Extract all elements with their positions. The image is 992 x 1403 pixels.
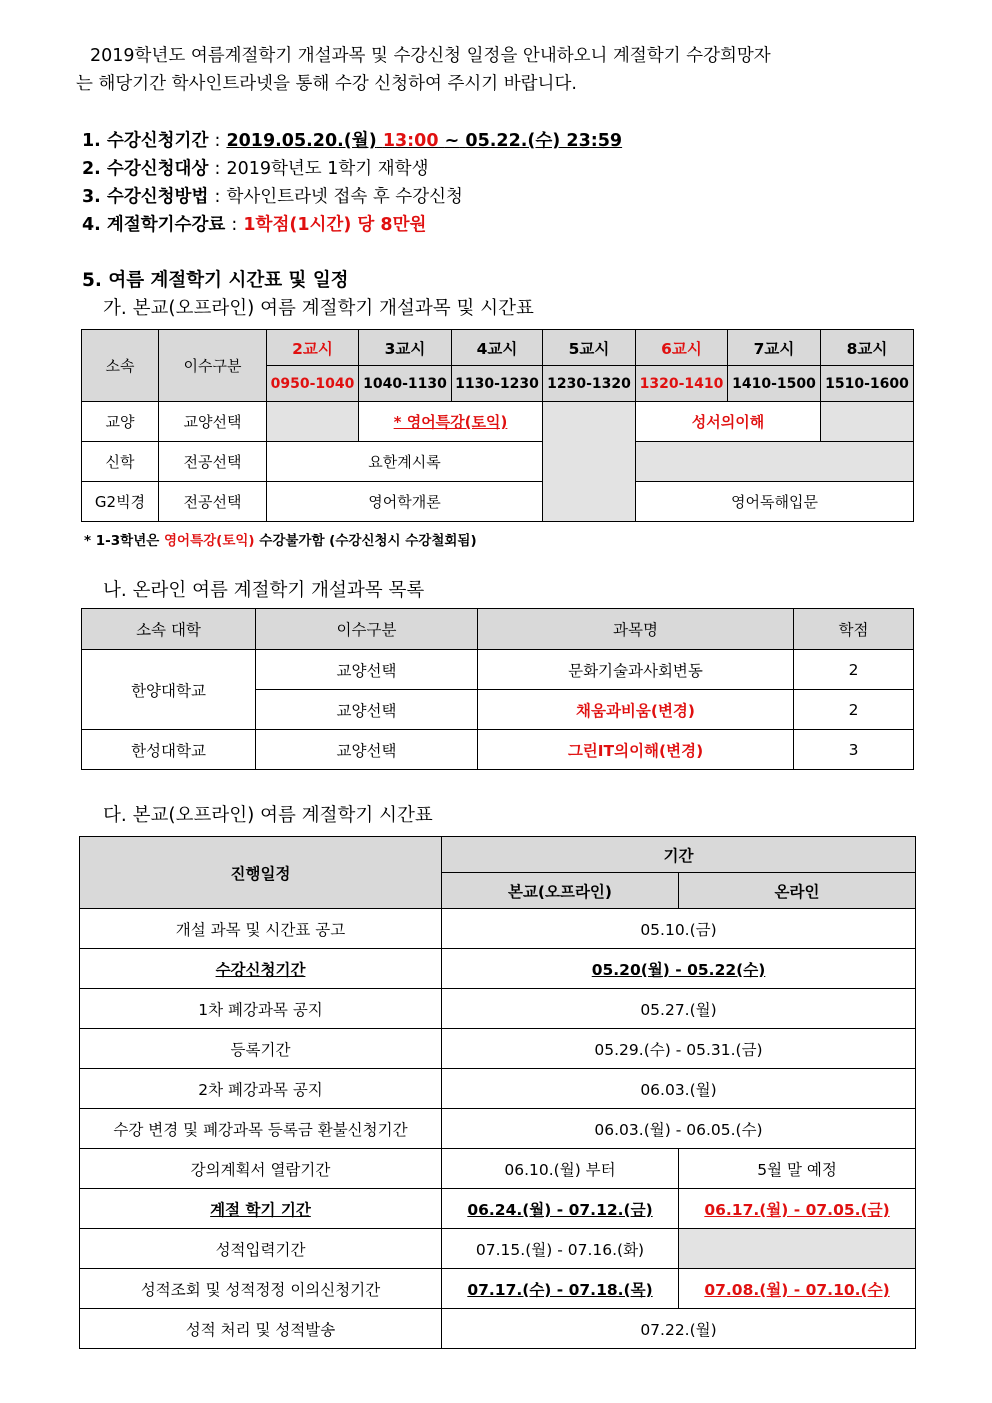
schedule-value: 06.03.(월) - 06.05.(수) [442, 1109, 916, 1149]
table-cell-type: 교양선택 [256, 650, 478, 690]
schedule-value-offline: 07.17.(수) - 07.18.(목) [442, 1269, 679, 1309]
univ-hanyang: 한양대학교 [82, 650, 256, 730]
course-english-reading: 영어독해입문 [636, 482, 914, 522]
period-range: 2019.05.20.(월) 13:00 ~ 05.22.(수) 23:59 [226, 131, 623, 151]
section-b-title: 나. 온라인 여름 계절학기 개설과목 목록 [103, 580, 425, 601]
period-time: 1320-1410 [636, 366, 728, 402]
period-label: 6교시 [636, 330, 728, 366]
online-course-table [81, 608, 914, 770]
table-cell-course: 문화기술과사회변동 [478, 650, 794, 690]
schedule-value: 05.20(월) - 05.22(수) [442, 949, 916, 989]
row-dept: 교양 [82, 402, 159, 442]
row-type: 전공선택 [159, 482, 267, 522]
period-time: 1130-1230 [452, 366, 543, 402]
header-offline: 본교(오프라인) [442, 873, 679, 909]
period-time: 1510-1600 [821, 366, 914, 402]
schedule-value-offline: 06.10.(월) 부터 [442, 1149, 679, 1189]
period-time: 1230-1320 [543, 366, 636, 402]
lunch-break-slot [543, 402, 636, 522]
header-course: 과목명 [478, 609, 794, 650]
schedule-label: 계절 학기 기간 [80, 1189, 442, 1229]
schedule-label: 수강신청기간 [80, 949, 442, 989]
header-type: 이수구분 [256, 609, 478, 650]
timetable-note: * 1-3학년은 영어특강(토익) 수강불가함 (수강신청시 수강철회됨) [84, 533, 477, 549]
course-english-toeic: * 영어특강(토익) [359, 402, 543, 442]
period-label: 4교시 [452, 330, 543, 366]
schedule-value-online: 06.17.(월) - 07.05.(금) [679, 1189, 916, 1229]
empty-slot [267, 402, 359, 442]
table-cell-course: 그린IT의이해(변경) [478, 730, 794, 770]
section-c-title: 다. 본교(오프라인) 여름 계절학기 시간표 [103, 805, 433, 826]
schedule-value: 05.29.(수) - 05.31.(금) [442, 1029, 916, 1069]
univ-hansung: 한성대학교 [82, 730, 256, 770]
schedule-label: 성적조회 및 성적정정 이의신청기간 [80, 1269, 442, 1309]
schedule-value: 05.27.(월) [442, 989, 916, 1029]
header-univ: 소속 대학 [82, 609, 256, 650]
header-period: 기간 [442, 837, 916, 873]
table-cell-credit: 2 [794, 690, 914, 730]
schedule-label: 성적 처리 및 성적발송 [80, 1309, 442, 1349]
row-type: 전공선택 [159, 442, 267, 482]
info-list [82, 127, 622, 239]
schedule-value-offline: 07.15.(월) - 07.16.(화) [442, 1229, 679, 1269]
intro-line-2: 는 해당기간 학사인트라넷을 통해 수강 신청하여 주시기 바랍니다. [76, 74, 577, 94]
schedule-value-offline: 06.24.(월) - 07.12.(금) [442, 1189, 679, 1229]
schedule-value-online: 07.08.(월) - 07.10.(수) [679, 1269, 916, 1309]
empty-slot [636, 442, 914, 482]
table-cell-course: 채움과비움(변경) [478, 690, 794, 730]
intro-paragraph [76, 42, 921, 98]
section-5-title: 5. 여름 계절학기 시간표 및 일정 [82, 270, 349, 291]
period-label: 5교시 [543, 330, 636, 366]
table-cell-type: 교양선택 [256, 730, 478, 770]
course-revelation: 요한계시록 [267, 442, 543, 482]
period-time: 1410-1500 [728, 366, 821, 402]
course-english-linguistics: 영어학개론 [267, 482, 543, 522]
schedule-table [79, 836, 916, 1349]
schedule-value: 05.10.(금) [442, 909, 916, 949]
schedule-value: 07.22.(월) [442, 1309, 916, 1349]
header-credit: 학점 [794, 609, 914, 650]
schedule-value: 06.03.(월) [442, 1069, 916, 1109]
schedule-value-online: 5월 말 예정 [679, 1149, 916, 1189]
header-dept: 소속 [82, 330, 159, 402]
row-type: 교양선택 [159, 402, 267, 442]
period-label: 8교시 [821, 330, 914, 366]
schedule-label: 등록기간 [80, 1029, 442, 1069]
header-type: 이수구분 [159, 330, 267, 402]
empty-slot [821, 402, 914, 442]
table-cell-type: 교양선택 [256, 690, 478, 730]
table-cell-credit: 3 [794, 730, 914, 770]
info-item-target: 2. 수강신청대상 : 2019학년도 1학기 재학생 [82, 159, 429, 179]
schedule-label: 성적입력기간 [80, 1229, 442, 1269]
schedule-label: 강의계획서 열람기간 [80, 1149, 442, 1189]
table-cell-credit: 2 [794, 650, 914, 690]
period-label: 3교시 [359, 330, 452, 366]
period-label: 7교시 [728, 330, 821, 366]
info-item-method: 3. 수강신청방법 : 학사인트라넷 접속 후 수강신청 [82, 187, 463, 207]
intro-line-1: 2019학년도 여름계절학기 개설과목 및 수강신청 일정을 안내하오니 계절학기 수강희망자 [90, 46, 771, 66]
schedule-label: 1차 폐강과목 공지 [80, 989, 442, 1029]
row-dept: G2빅경 [82, 482, 159, 522]
period-time: 0950-1040 [267, 366, 359, 402]
period-label: 2교시 [267, 330, 359, 366]
header-schedule: 진행일정 [80, 837, 442, 909]
schedule-label: 개설 과목 및 시간표 공고 [80, 909, 442, 949]
schedule-label: 2차 폐강과목 공지 [80, 1069, 442, 1109]
empty-slot [679, 1229, 916, 1269]
offline-timetable [81, 329, 914, 522]
info-item-fee: 4. 계절학기수강료 : 1학점(1시간) 당 8만원 [82, 215, 427, 235]
info-item-period: 1. 수강신청기간 : 2019.05.20.(월) 13:00 ~ 05.22.(수) 23:59 [82, 131, 623, 151]
row-dept: 신학 [82, 442, 159, 482]
course-bible: 성서의이해 [636, 402, 821, 442]
period-time: 1040-1130 [359, 366, 452, 402]
section-a-title: 가. 본교(오프라인) 여름 계절학기 개설과목 및 시간표 [103, 298, 534, 319]
header-online: 온라인 [679, 873, 916, 909]
schedule-label: 수강 변경 및 폐강과목 등록금 환불신청기간 [80, 1109, 442, 1149]
